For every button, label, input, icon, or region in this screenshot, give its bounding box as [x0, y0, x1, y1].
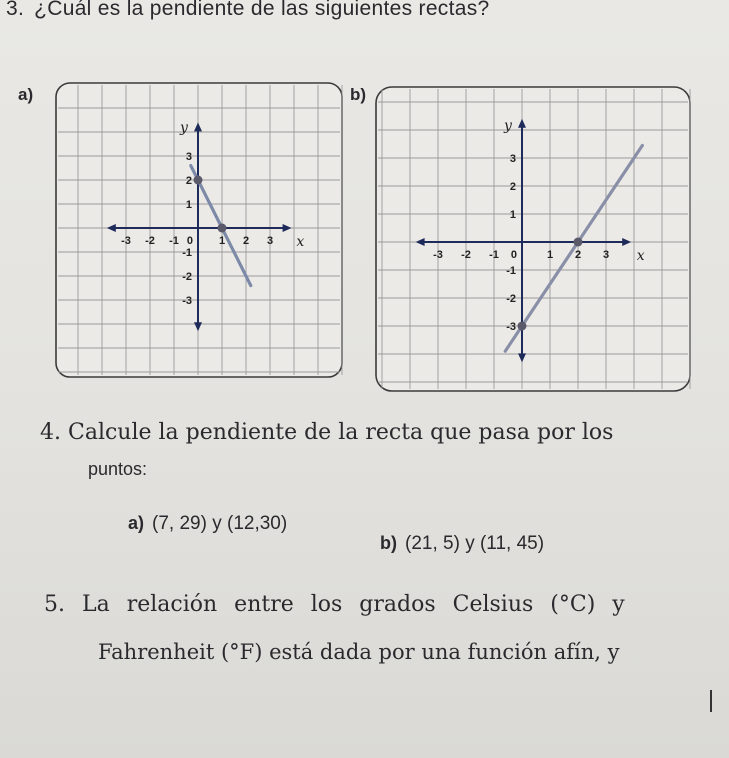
- x-axis-label: x: [296, 234, 305, 250]
- y-tick-label: -1: [506, 265, 516, 277]
- x-tick-label: 1: [218, 235, 226, 247]
- graph-a-label: a): [18, 85, 34, 104]
- item-a-points: (7, 29) y (12,30): [152, 513, 288, 534]
- question-4-text: Calcule la pendiente de la recta que pasa por los: [68, 420, 614, 445]
- origin-label: 0: [510, 249, 517, 261]
- y-tick-label: 1: [185, 199, 192, 211]
- question-4-line1: [40, 420, 613, 445]
- y-tick-label: -1: [182, 247, 192, 259]
- y-tick-label: 3: [509, 153, 516, 165]
- question-3-text: ¿Cuál es la pendiente de las siguientes rectas?: [34, 0, 490, 20]
- x-tick-label: 2: [242, 235, 250, 247]
- question-3-number: 3.: [6, 0, 25, 20]
- x-tick-label: -1: [489, 249, 499, 261]
- item-b-points: (21, 5) y (11, 45): [405, 533, 545, 554]
- y-tick-label: -3: [182, 295, 192, 307]
- x-tick-label: 2: [574, 249, 582, 261]
- question-4-item-a: [128, 513, 287, 535]
- margin-mark: [710, 690, 712, 712]
- line-point: [218, 224, 227, 233]
- x-tick-label: -2: [145, 235, 155, 247]
- question-4-number: 4.: [40, 420, 61, 445]
- x-tick-label: -1: [169, 235, 179, 247]
- y-tick-label: 2: [509, 181, 516, 193]
- y-axis-label: y: [180, 120, 188, 136]
- line-point: [518, 322, 527, 331]
- question-4-line2: puntos:: [88, 459, 148, 479]
- x-tick-label: -2: [461, 249, 471, 261]
- origin-label: 0: [186, 235, 193, 247]
- question-5-line2: Fahrenheit (°F) está dada por una función afín, y: [98, 640, 620, 664]
- x-tick-label: -3: [121, 235, 131, 247]
- question-3: [6, 0, 490, 21]
- x-tick-label: 3: [266, 235, 274, 247]
- question-5-line1: [44, 592, 625, 617]
- question-5-number: 5.: [44, 592, 65, 617]
- question-4-item-b: [380, 533, 544, 555]
- y-tick-label: 1: [509, 209, 516, 221]
- y-tick-label: -2: [182, 271, 192, 283]
- graph-b-label: b): [350, 85, 367, 104]
- line-point: [574, 238, 583, 247]
- y-tick-label: 3: [185, 151, 192, 163]
- question-5-text-line1: La relación entre los grados Celsius (°C) y: [82, 592, 625, 617]
- y-tick-label: -2: [506, 293, 516, 305]
- x-tick-label: 3: [602, 249, 610, 261]
- graph-a: [55, 82, 345, 382]
- x-axis-label: x: [636, 248, 645, 264]
- y-tick-label: 2: [185, 175, 192, 187]
- line-point: [194, 176, 203, 185]
- item-b-label: b): [380, 533, 397, 553]
- item-a-label: a): [128, 513, 145, 533]
- y-axis-label: y: [504, 118, 512, 134]
- graph-b: [375, 86, 695, 396]
- x-tick-label: 1: [546, 249, 554, 261]
- x-tick-label: -3: [433, 249, 443, 261]
- y-tick-label: -3: [506, 321, 516, 333]
